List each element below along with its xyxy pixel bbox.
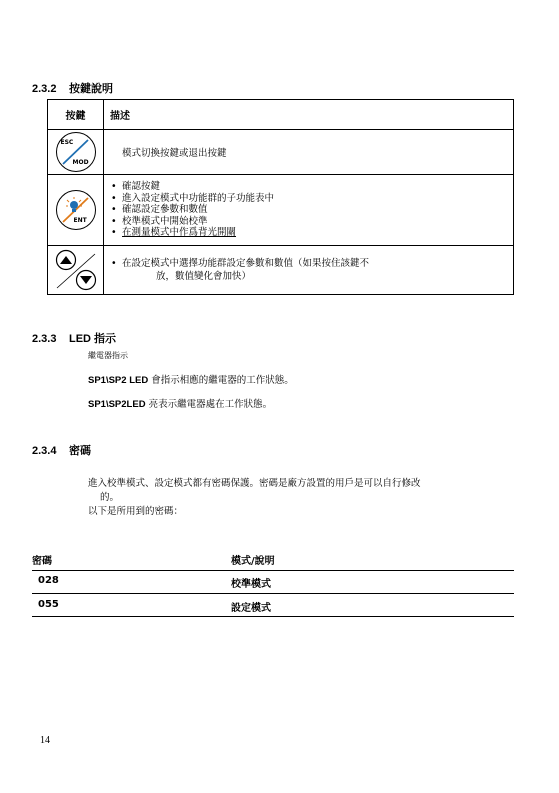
divider bbox=[32, 570, 514, 571]
esc-description: 模式切換按鍵或退出按鍵 bbox=[122, 148, 227, 159]
ent-key-icon bbox=[56, 190, 96, 230]
password-mode: 校準模式 bbox=[231, 579, 271, 590]
password-code: 028 bbox=[38, 575, 59, 586]
up-down-key-icon bbox=[52, 248, 100, 292]
updown-bullet-list bbox=[104, 257, 513, 283]
section-title: 按鍵說明 bbox=[69, 83, 113, 95]
list-item: • 進入設定模式中功能群的子功能表中 bbox=[122, 193, 513, 205]
led-line-1: SP1\SP2 LED 會指示相應的繼電器的工作狀態。 bbox=[88, 375, 294, 386]
list-item: • 校準模式中開始校準 bbox=[122, 216, 513, 228]
password-mode: 設定模式 bbox=[231, 603, 271, 614]
section-title: 密碼 bbox=[69, 445, 91, 457]
password-paragraph: 進入校準模式、設定模式都有密碼保護。密碼是廠方設置的用戶是可以自行修改 的。 以下是所用到的密碼： bbox=[88, 478, 421, 517]
header-key: 按鍵 bbox=[48, 100, 104, 130]
header-description: 描述 bbox=[104, 100, 514, 130]
list-item: • 在測量模式中作爲背光開關 bbox=[122, 227, 513, 239]
page-number: 14 bbox=[40, 735, 50, 746]
password-code: 055 bbox=[38, 599, 59, 610]
table-row-updown bbox=[48, 246, 514, 295]
divider bbox=[32, 593, 514, 594]
mod-label: MOD bbox=[72, 159, 89, 166]
led-line-2: SP1\SP2LED 亮表示繼電器處在工作狀態。 bbox=[88, 399, 273, 410]
section-heading-2-3-3 bbox=[32, 330, 116, 346]
section-heading-2-3-4 bbox=[32, 442, 91, 458]
ent-label: ENT bbox=[73, 217, 87, 224]
list-item: • 在設定模式中選擇功能群設定參數和數值（如果按住該鍵不 放，數值變化會加快） bbox=[122, 257, 513, 283]
table-row-esc bbox=[48, 130, 514, 175]
section-number: 2.3.2 bbox=[32, 83, 57, 95]
divider bbox=[32, 616, 514, 617]
section-number: 2.3.3 bbox=[32, 333, 57, 345]
relay-indicator-subtitle: 繼電器指示 bbox=[88, 351, 128, 360]
table-header-row bbox=[48, 100, 514, 130]
key-description-table bbox=[47, 99, 514, 295]
list-item: • 確認設定參數和數值 bbox=[122, 204, 513, 216]
list-item: • 確認按鍵 bbox=[122, 181, 513, 193]
table-row-ent bbox=[48, 175, 514, 246]
esc-mod-key-icon bbox=[56, 132, 96, 172]
header-password: 密碼 bbox=[32, 556, 52, 567]
esc-label: ESC bbox=[60, 139, 74, 146]
header-mode: 模式/說明 bbox=[231, 556, 275, 567]
section-number: 2.3.4 bbox=[32, 445, 57, 457]
section-heading-2-3-2 bbox=[32, 80, 113, 96]
section-title: LED 指示 bbox=[69, 333, 117, 345]
ent-bullet-list bbox=[104, 181, 513, 239]
